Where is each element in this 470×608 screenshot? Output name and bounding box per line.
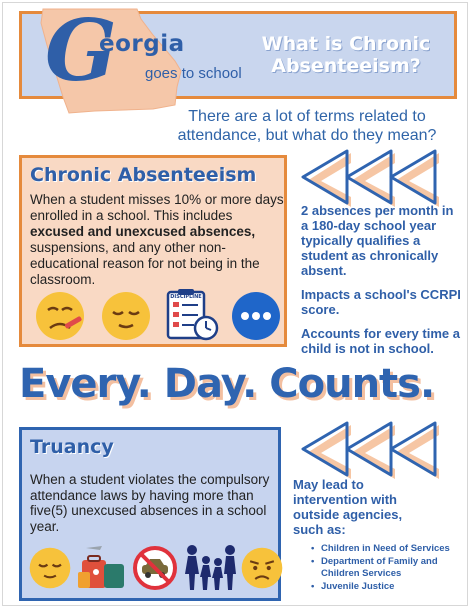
intro-text <box>149 107 465 145</box>
chronic-text-bold: excused and unexcused absences, <box>30 224 256 239</box>
truancy-consequences <box>293 477 467 594</box>
chronic-text-part1: When a student misses 10% or more days enrolled in a school. This includes <box>30 192 284 223</box>
chronic-facts <box>301 203 463 365</box>
triple-arrow-icon <box>299 149 457 209</box>
chronic-definition <box>30 192 284 288</box>
agency-list <box>293 543 467 593</box>
page-title <box>239 33 453 77</box>
discipline-clipboard-label: DISCIPLINE <box>170 294 202 300</box>
every-day-counts-banner: Every. Day. Counts. <box>19 361 435 407</box>
logo-tagline: goes to school <box>145 65 242 82</box>
fact-item: Accounts for every time a child is not in school. <box>301 326 460 356</box>
triple-arrow-icon <box>299 421 457 481</box>
chronic-absenteeism-panel <box>19 155 287 347</box>
sick-face-icon <box>34 290 86 342</box>
intro-line1: There are a lot of terms related to <box>188 108 426 125</box>
fact-item: 2 absences per month in a 180-day school year typically qualifies a student as chronically absent. <box>301 203 454 278</box>
worried-face-icon <box>240 546 284 590</box>
infographic-page <box>2 2 468 606</box>
truancy-icon-row <box>28 542 278 594</box>
page-title-line2: Absenteeism? <box>271 55 421 77</box>
truancy-definition: When a student violates the compulsory attendance laws by having more than five(5) unexcused absences in a school year. <box>30 472 270 534</box>
intro-line2: attendance, but what do they mean? <box>177 127 437 144</box>
travel-luggage-icon <box>76 542 128 592</box>
no-car-icon <box>132 545 178 591</box>
chronic-title: Chronic Absenteeism <box>30 164 257 186</box>
more-options-icon <box>230 290 282 342</box>
chronic-icon-row <box>30 290 282 344</box>
truancy-title: Truancy <box>30 436 114 458</box>
truancy-lead: May lead to intervention with outside agencies, such as: <box>293 477 403 537</box>
family-walking-icon <box>182 542 238 592</box>
list-item: • Children in Need of Services <box>311 543 467 555</box>
list-item: • Juvenile Justice <box>311 581 467 593</box>
logo-initial: G <box>45 2 117 100</box>
logo-word: eorgia <box>99 31 185 57</box>
relieved-face-icon <box>28 546 72 590</box>
list-item: • Department of Family and Children Services <box>311 556 467 580</box>
truancy-panel <box>19 427 281 601</box>
chronic-text-part2: suspensions, and any other non-educational reason for not being in the classroom. <box>30 240 260 287</box>
page-title-line1: What is Chronic <box>261 33 431 55</box>
relieved-face-icon <box>100 290 152 342</box>
fact-item: Impacts a school's CCRPI score. <box>301 287 461 317</box>
